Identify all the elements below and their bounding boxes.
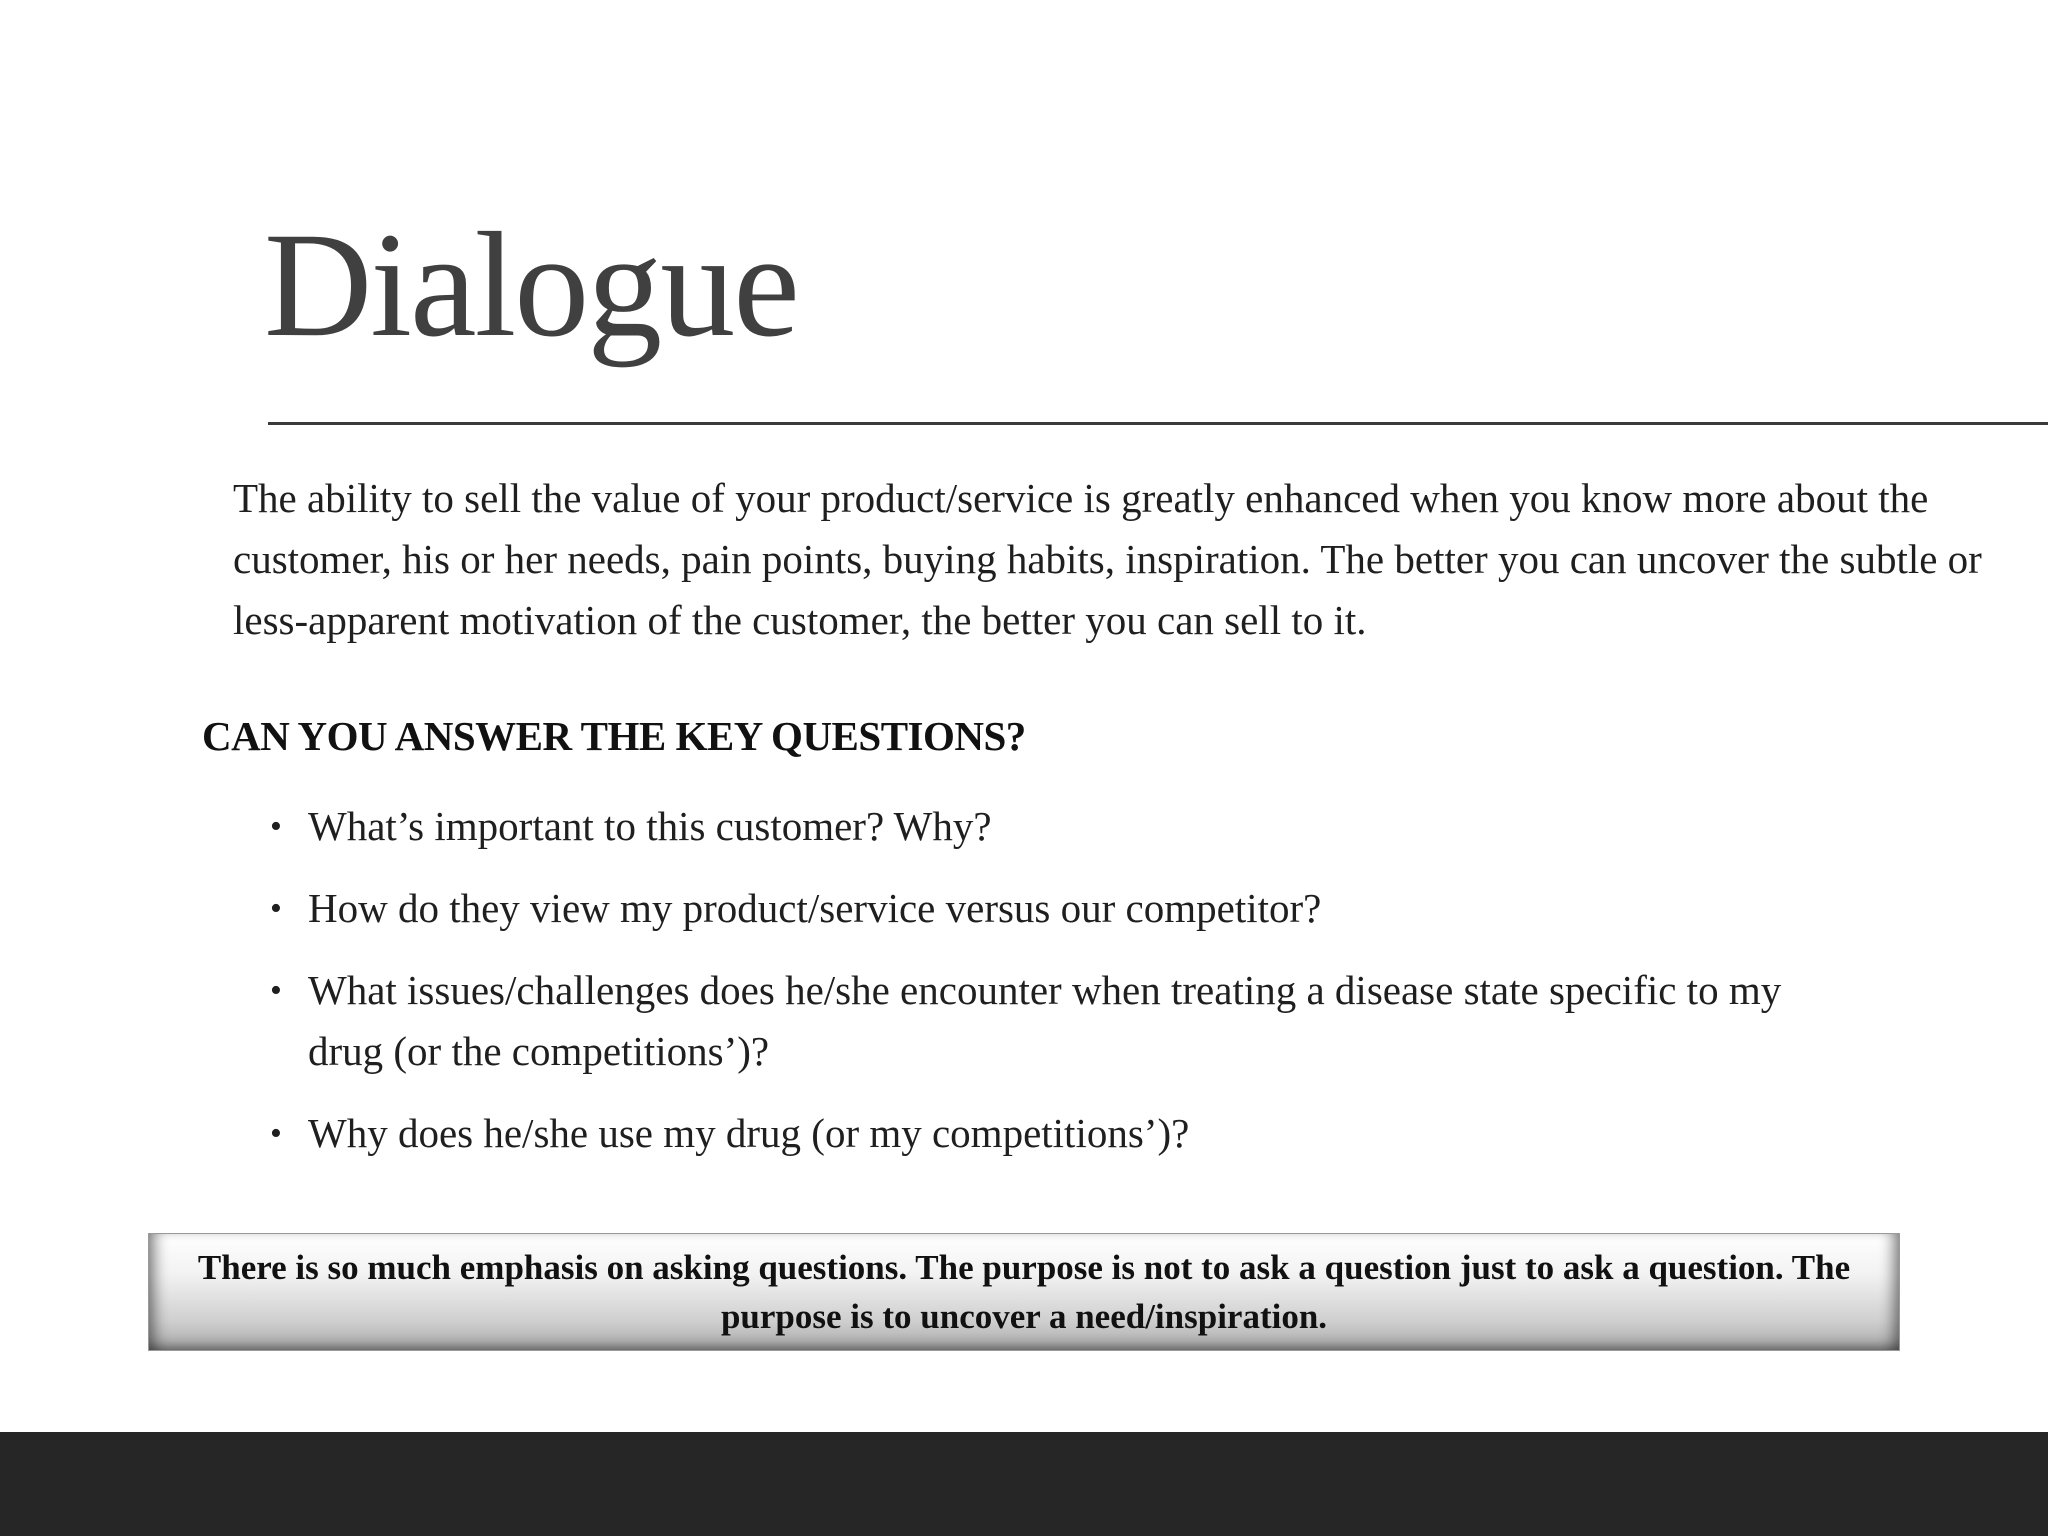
list-item bbox=[270, 878, 1830, 939]
list-item-text: Why does he/she use my drug (or my competitions’)? bbox=[308, 1110, 1190, 1156]
key-questions-list bbox=[270, 796, 1830, 1185]
list-item bbox=[270, 796, 1830, 857]
bullet-icon: • bbox=[270, 972, 282, 1009]
bullet-icon: • bbox=[270, 808, 282, 845]
callout-text: There is so much emphasis on asking questions. The purpose is not to ask a question just to ask a question. The purpose is to uncover a need/inspiration. bbox=[197, 1248, 1851, 1336]
list-item bbox=[270, 960, 1830, 1082]
list-item-text: What’s important to this customer? Why? bbox=[308, 803, 992, 849]
footer-bar bbox=[0, 1432, 2048, 1536]
section-heading: CAN YOU ANSWER THE KEY QUESTIONS? bbox=[202, 713, 1026, 759]
slide-title: Dialogue bbox=[264, 202, 798, 368]
bullet-icon: • bbox=[270, 1115, 282, 1152]
list-item-text: What issues/challenges does he/she encounter when treating a disease state specific to my drug (or the competitions’)? bbox=[308, 967, 1782, 1074]
title-divider bbox=[268, 422, 2048, 425]
callout-box bbox=[148, 1233, 1900, 1351]
list-item bbox=[270, 1103, 1830, 1164]
bullet-icon: • bbox=[270, 890, 282, 927]
list-item-text: How do they view my product/service versus our competitor? bbox=[308, 885, 1322, 931]
intro-paragraph: The ability to sell the value of your product/service is greatly enhanced when you know more about the customer, his or her needs, pain points, buying habits, inspiration. The better you can uncover the subtle or less-apparent motivation of the customer, the better you can sell to it. bbox=[233, 475, 1982, 643]
